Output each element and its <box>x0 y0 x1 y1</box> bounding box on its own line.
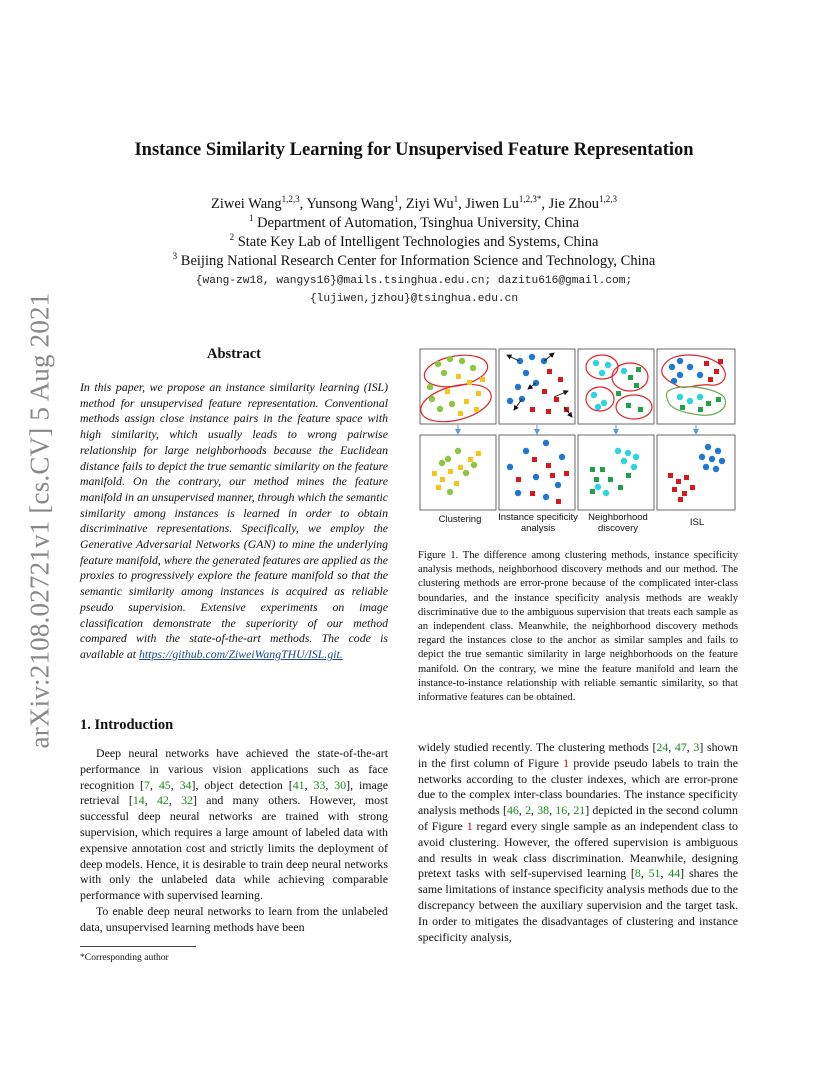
email-line-1: {wang-zw18, wangys16}@mails.tsinghua.edu.cn; dazitu616@gmail.com; <box>195 275 633 287</box>
label-isl: ISL <box>689 517 705 528</box>
neighborhood-discovery-result <box>590 448 639 496</box>
authors-line: Ziwei Wang$^{1,2,3}$, Yunsong Wang$^1$, Ziyi Wu$^1$, Jiwen $Lu^{1,2,3*}$, Jie Zhou$^{1,2,3}$ <box>211 194 617 212</box>
intro-paragraph-2: To enable deep neural networks to learn from the unlabeled data, unsupervised learning methods have been <box>80 903 388 934</box>
isl-panel <box>662 355 726 415</box>
abstract-heading: Abstract <box>207 346 261 362</box>
code-link[interactable]: https://github.com/ZiweiWangTHU/ISL.git. <box>138 646 343 661</box>
figure-1 <box>418 347 738 537</box>
figure-1-caption: Figure 1. The difference among clustering methods, instance specificity analysis methods, neighborhood discovery methods and our method. The clustering methods are error-prone because of the complicated inter-class boundaries, and the instance specificity analysis methods are weakly discriminative due to the ambiguous supervision that treats each sample as an independent class. Meanwhile, the neighborhood discovery methods regard the instances close to the anchor as similar samples and fails to depict the true semantic similarity in large neighborhoods on the feature manifold. On the contrary, we mine the feature manifold and learn the instance-to-instance relationship with reliable semantic similarity, so that informative features can be obtained. <box>418 550 738 704</box>
email-line-2: {lujiwen,jzhou}@tsinghua.edu.cn <box>309 293 519 305</box>
label-clustering: Clustering <box>438 514 482 525</box>
clustering-result <box>432 448 481 495</box>
right-column-body <box>418 740 738 945</box>
introduction-heading: 1. Introduction <box>80 717 174 733</box>
introduction-body <box>80 746 388 936</box>
isl-result <box>668 444 725 502</box>
figure-1-diagram <box>418 347 738 512</box>
affiliation-1: $^1$ Department of Automation, Tsinghua University, China <box>248 213 580 231</box>
label-instance-specificity: Instance specificity analysis <box>498 512 578 534</box>
affiliation-3: $^3$ Beijing National Research Center for Information Science and Technology, China <box>172 251 656 269</box>
footnote-rule <box>80 946 196 947</box>
instance-specificity-result <box>507 440 569 504</box>
label-neighborhood-discovery: Neighborhood discovery <box>588 512 648 534</box>
affiliation-2: $^2$ State Key Lab of Intelligent Technologies and Systems, China <box>229 232 599 250</box>
abstract-body: In this paper, we propose an instance similarity learning (ISL) method for unsupervised feature representation. Conventional methods assign close instance pairs in the feature space with high similarity, which usually leads to wrong pairwise relationship for large neighborhoods because the Euclidean distance fails to depict the true semantic similarity on the feature manifold. On the contrary, our method mines the feature manifold in an unsupervised manner, through which the semantic similarity among instances is learned in order to obtain discriminative representations. Specifically, we employ the Generative Adversarial Networks (GAN) to mine the underlying feature manifold, where the generated features are applied as the proxies to progressively explore the feature manifold so that the semantic similarity among instances is acquired as reliable pseudo supervision. Extensive experiments on image classification demonstrate the superiority of our method compared with the state-of-the-art methods. The code is available at https://github.com/ZiweiWangTHU/ISL.git. <box>80 380 388 661</box>
instance-specificity-panel <box>507 353 572 417</box>
intro-paragraph-1: Deep neural networks have achieved the state-of-the-art performance in various vision applications such as face recognition [7, 45, 34], object detection [41, 33, 30], image retrieval [14, 42, 32] and many others. However, most successful deep neural networks are trained with strong supervision, which requires a large amount of labeled data with expensive annotation cost and strictly limits the deployment of deep models. Hence, it is desirable to train deep neural networks with only the unlabeled data while achieving comparable performance with supervised learning. <box>80 746 389 903</box>
transition-arrows <box>458 425 696 434</box>
paper-title: Instance Similarity Learning for Unsupervised Feature Representation <box>134 140 694 160</box>
neighborhood-discovery-panel <box>586 355 652 419</box>
arxiv-watermark: arXiv:2108.02721v1 [cs.CV] 5 Aug 2021 <box>24 292 55 748</box>
clustering-panel <box>418 351 495 429</box>
right-paragraph: widely studied recently. The clustering methods [24, 47, 3] shown in the first column of Figure 1 provide pseudo labels to train the networks according to the cluster indexes, which are error-prone due to the complex inter-class boundaries. The instance specificity analysis methods [46, 2, 38, 16, 21] depicted in the second column of Figure 1 regard every single sample as an independent class to avoid clustering. However, the offered supervision is ambiguous and results in weak class discrimination. Meanwhile, designing pretext tasks with self-supervised learning [8, 51, 44] shares the same limitations of instance specificity analysis methods due to the discrepancy between the auxiliary supervision and the target task. In order to mitigates the disadvantages of clustering and instance specificity analysis, <box>418 740 739 944</box>
footnote: *Corresponding author <box>80 952 169 963</box>
